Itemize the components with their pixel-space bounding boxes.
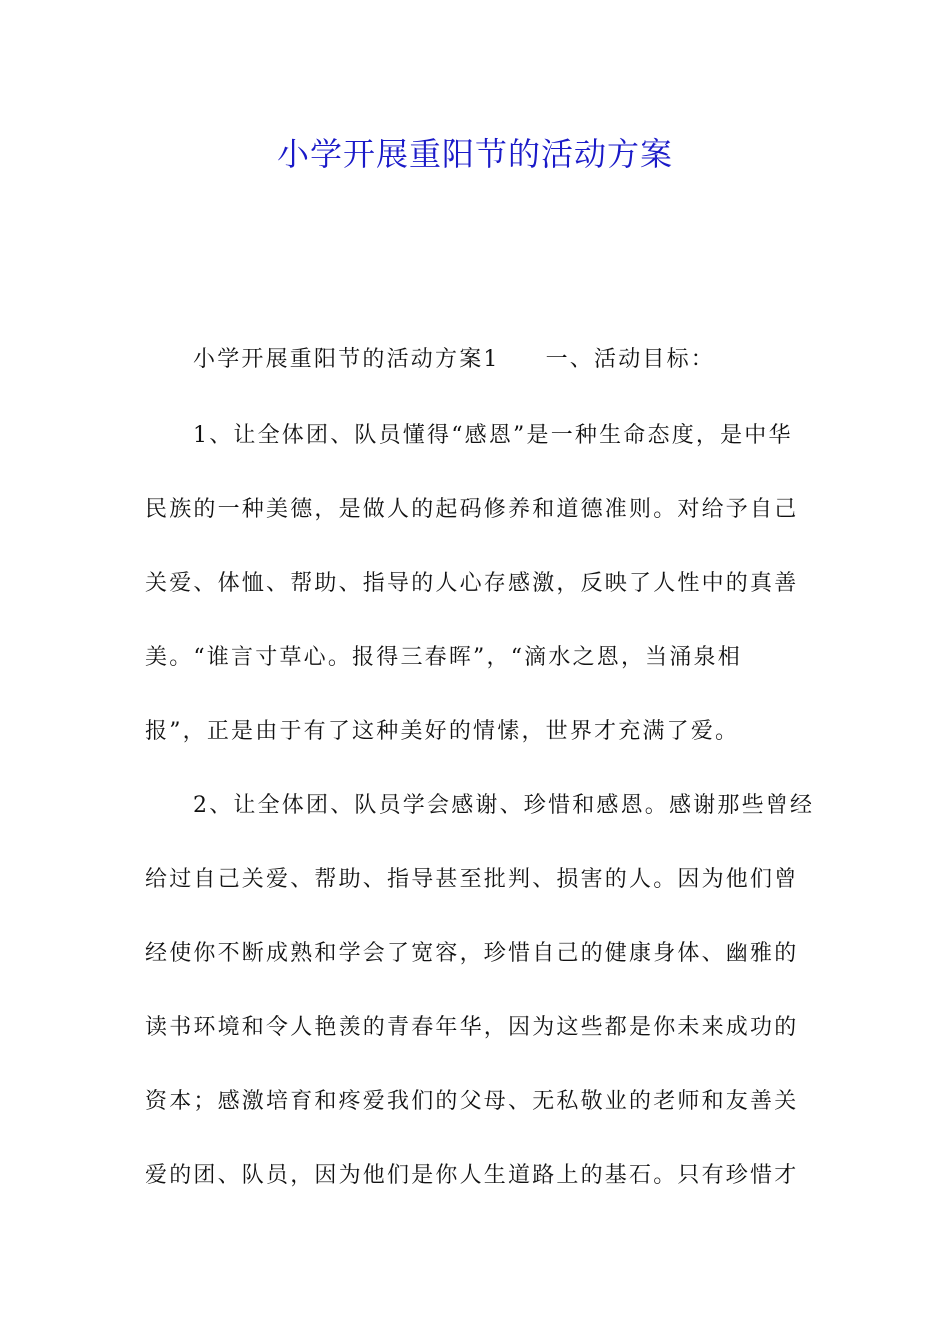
paragraph-line: 爱的团、队员，因为他们是你人生道路上的基石。只有珍惜才 — [145, 1163, 799, 1188]
paragraph-line: 关爱、体恤、帮助、指导的人心存感激，反映了人性中的真善 — [145, 571, 799, 596]
intro-line — [193, 340, 813, 380]
paragraph-line: 美。“谁言寸草心。报得三春晖”，“滴水之恩，当涌泉相 — [145, 645, 742, 670]
paragraph-line: 民族的一种美德，是做人的起码修养和道德准则。对给予自己 — [145, 497, 799, 522]
intro-section: 一、活动目标： — [545, 347, 716, 372]
paragraph-line: 资本；感激培育和疼爱我们的父母、无私敬业的老师和友善关 — [145, 1089, 799, 1114]
paragraph-line: 1、让全体团、队员懂得“感恩”是一种生命态度，是中华 — [193, 423, 793, 448]
intro-heading: 小学开展重阳节的活动方案1 — [193, 347, 500, 372]
document-title: 小学开展重阳节的活动方案 — [276, 135, 673, 173]
paragraph-line: 读书环境和令人艳羡的青春年华，因为这些都是你未来成功的 — [145, 1015, 799, 1040]
paragraph-line: 给过自己关爱、帮助、指导甚至批判、损害的人。因为他们曾 — [145, 867, 799, 892]
paragraph-line: 经使你不断成熟和学会了宽容，珍惜自己的健康身体、幽雅的 — [145, 941, 799, 966]
paragraph-line: 报”，正是由于有了这种美好的情愫，世界才充满了爱。 — [145, 719, 740, 744]
paragraph-line: 2、让全体团、队员学会感谢、珍惜和感恩。感谢那些曾经 — [193, 793, 815, 818]
